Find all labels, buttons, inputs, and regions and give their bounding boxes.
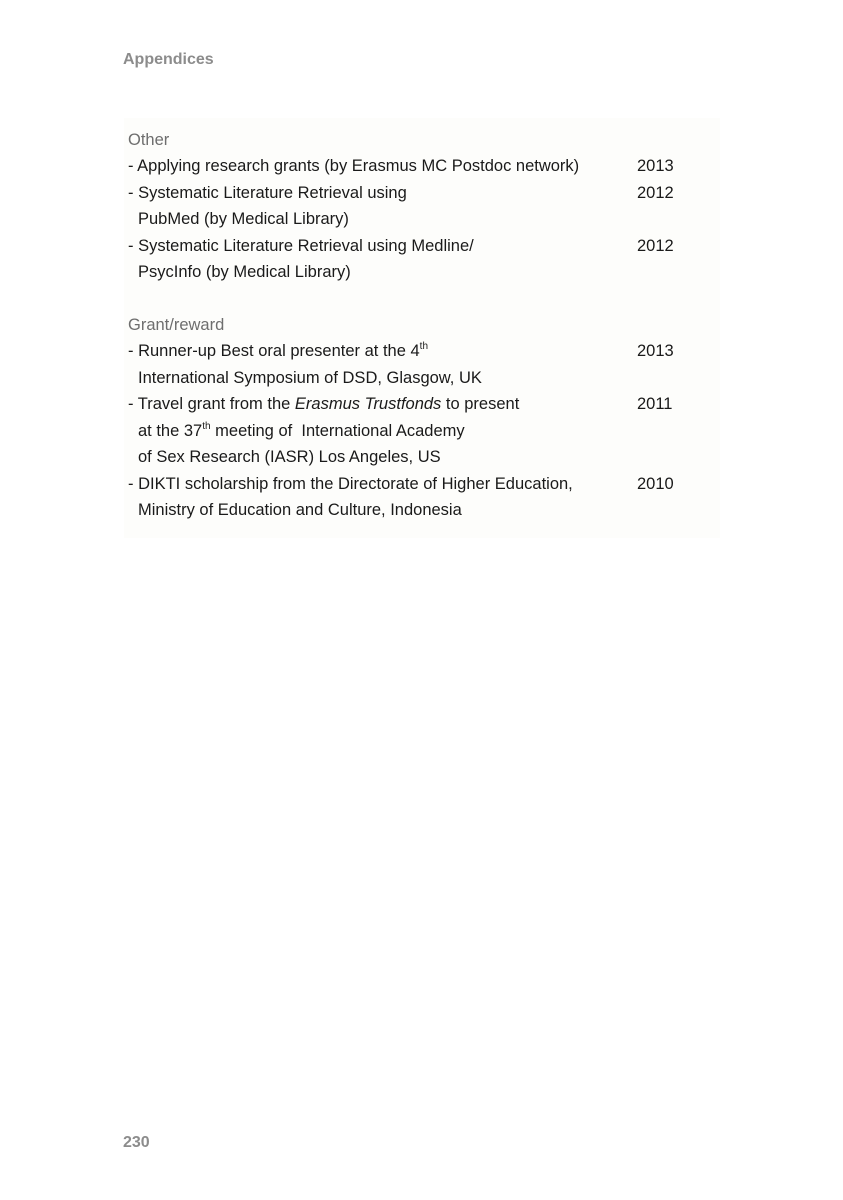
entry-year: 2013 <box>637 157 674 175</box>
entry-text: - Runner-up Best oral presenter at the 4th International Symposium of DSD, Glasgow, UK <box>128 341 482 387</box>
entry-year: 2012 <box>637 236 674 255</box>
section-other <box>128 127 688 286</box>
entry-text: - Systematic Literature Retrieval using PubMed (by Medical Library) <box>128 183 407 228</box>
page-number: 230 <box>123 1134 150 1151</box>
entry-year: 2012 <box>637 183 674 202</box>
entry-text: - Travel grant from the Erasmus Trustfonds to present at the 37th meeting of International Academy of Sex Research (IASR) Los Angeles, US <box>128 395 520 466</box>
entry-year: 2011 <box>637 395 673 413</box>
entry-year: 2010 <box>637 474 674 493</box>
entry-text: - Systematic Literature Retrieval using Medline/ PsycInfo (by Medical Library) <box>128 236 474 281</box>
running-head: Appendices <box>123 51 214 68</box>
entry-text: - Applying research grants (by Erasmus MC Postdoc network) <box>128 157 580 175</box>
list-item <box>128 233 688 286</box>
section-heading-other: Other <box>128 131 170 149</box>
list-item <box>128 391 688 471</box>
entry-year: 2013 <box>637 342 674 360</box>
list-item <box>128 338 688 391</box>
section-grant-reward <box>128 312 688 524</box>
list-item <box>128 153 688 180</box>
list-item <box>128 180 688 233</box>
entry-text: - DIKTI scholarship from the Directorate of Higher Education, Ministry of Education and Culture, Indonesia <box>128 474 573 519</box>
section-heading-grant: Grant/reward <box>128 316 225 334</box>
list-item <box>128 471 688 524</box>
